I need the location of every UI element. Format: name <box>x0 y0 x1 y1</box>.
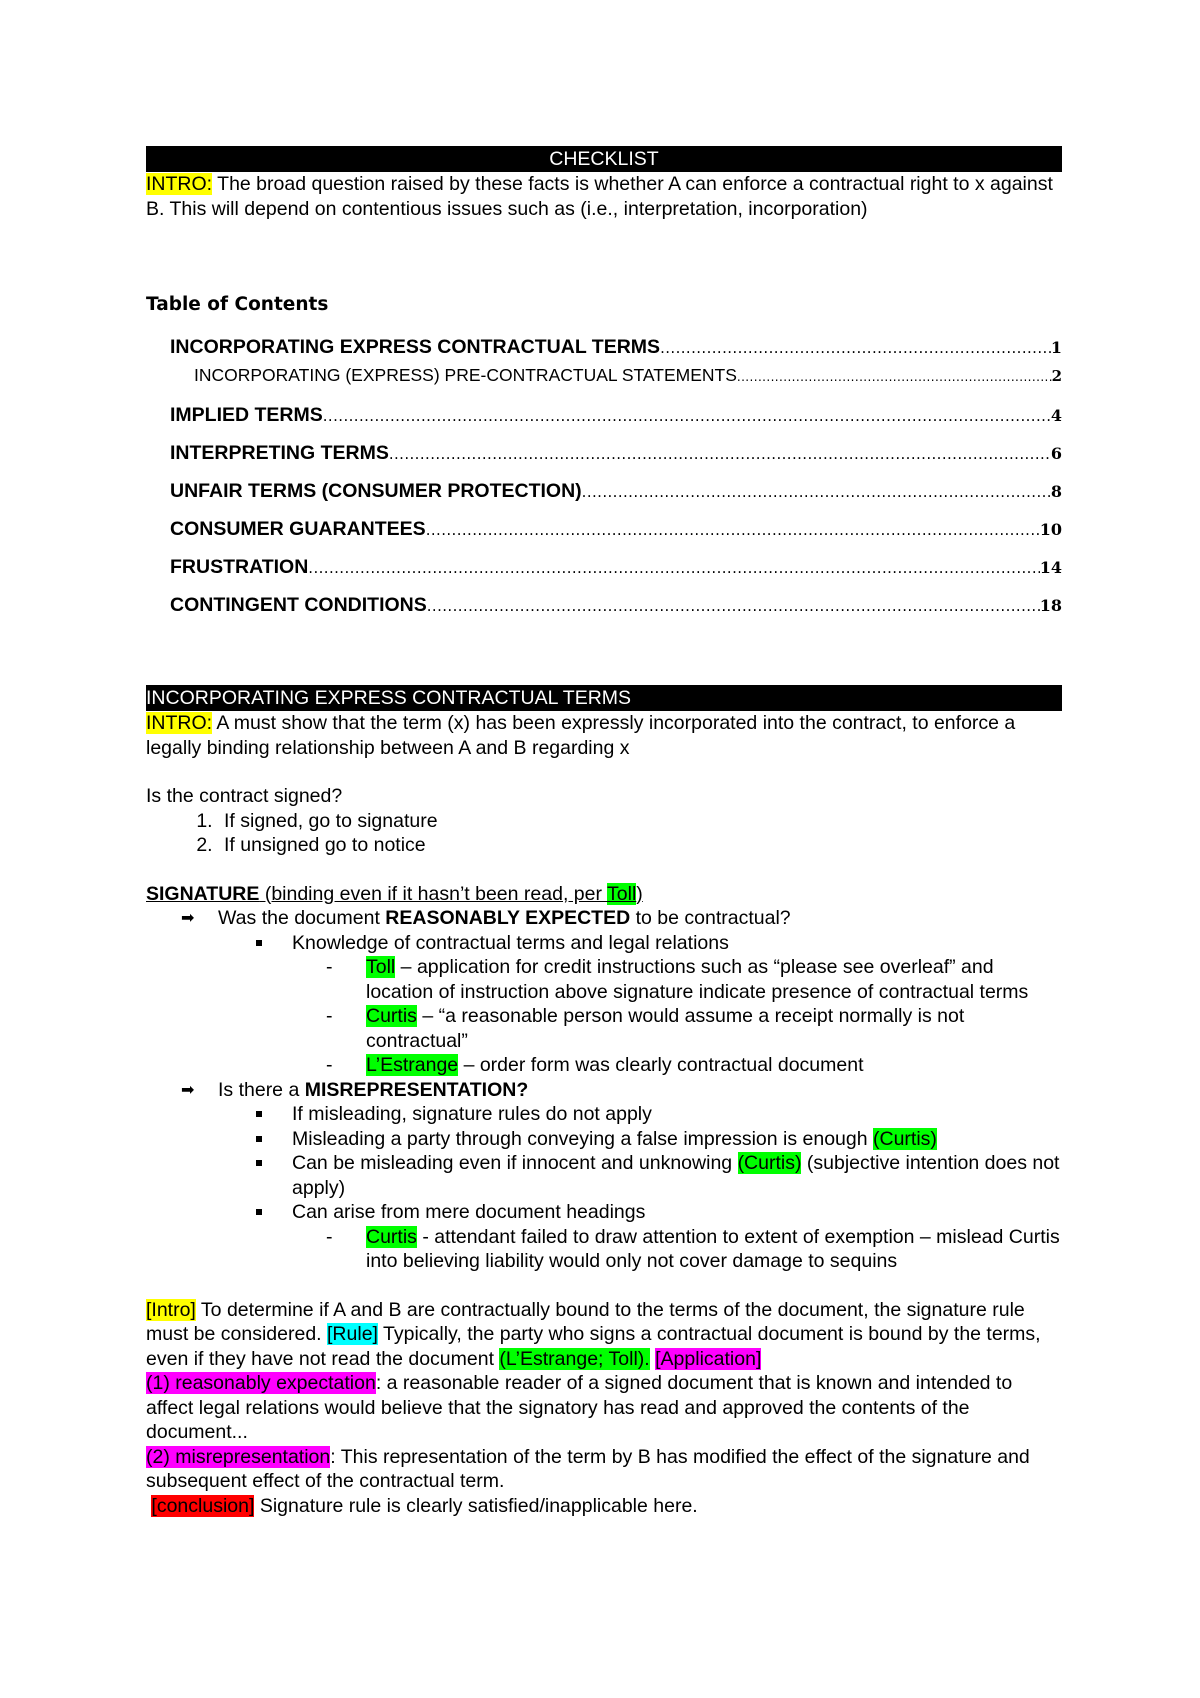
application-1-tag: (1) reasonably expectation <box>146 1372 376 1394</box>
case-name: Curtis <box>366 1005 417 1027</box>
toc-entry-label: IMPLIED TERMS <box>170 404 323 426</box>
bullet-misleading <box>146 1102 1062 1127</box>
case-item-lestrange <box>146 1053 1062 1078</box>
toc-entry-consumer-guarantees[interactable] <box>146 517 1062 555</box>
case-name: Curtis <box>366 1225 417 1248</box>
bullet-text: Misleading a party through conveying a false impression is enough <box>292 1127 874 1150</box>
choice-unsigned: 2. If unsigned go to notice <box>218 833 1062 858</box>
case-text: – “a reasonable person would assume a receipt normally is not contractual” <box>366 1005 965 1052</box>
bullet-text-end: (subjective intention does not apply) <box>292 1152 1060 1199</box>
dash-bullet: - <box>326 1054 333 1076</box>
question-misrepresentation <box>146 1078 1062 1103</box>
application-2-text: : This representation of the term by B has modified the effect of the signature and subsequent effect of the contractual term. <box>146 1445 1030 1492</box>
toc-entry-label: FRUSTRATION <box>170 556 309 578</box>
question-bold: MISREPRESENTATION? <box>304 1078 529 1101</box>
case-name: Toll <box>366 956 396 978</box>
toc-entry-contingent-conditions[interactable] <box>146 593 1062 631</box>
case-name: L’Estrange <box>366 1054 459 1076</box>
checklist-intro <box>146 172 1062 221</box>
square-bullet-icon <box>256 940 262 946</box>
toc-entry-label: UNFAIR TERMS (CONSUMER PROTECTION) <box>170 480 582 502</box>
signed-question: Is the contract signed? <box>146 785 343 807</box>
table-of-contents <box>146 335 1062 631</box>
case-toll: Toll <box>607 882 637 905</box>
document-page <box>146 146 1062 1518</box>
square-bullet-icon <box>256 1111 262 1117</box>
bullet-text: Can be misleading even if innocent and unknowing <box>292 1152 738 1174</box>
application-2-tag: (2) misrepresentation <box>146 1445 331 1468</box>
toc-page-number: 2 <box>1051 367 1062 385</box>
dash-bullet: - <box>326 1005 333 1027</box>
toc-page-number: 18 <box>1039 596 1062 615</box>
toc-entry-implied-terms[interactable] <box>146 403 1062 441</box>
answer-misrepresentation <box>146 1445 1062 1494</box>
question-text: Is there a <box>218 1078 305 1101</box>
toc-leader <box>426 518 1040 543</box>
case-text: - attendant failed to draw attention to extent of exemption – mislead Curtis into believing liability would only not cover damage to sequins <box>366 1225 1060 1272</box>
rule-cases: (L’Estrange; Toll). <box>499 1347 650 1370</box>
rule-tag: [Rule] <box>327 1323 378 1345</box>
toc-leader <box>308 556 1039 581</box>
intro-tag: INTRO: <box>146 173 213 195</box>
toc-leader <box>389 442 1051 467</box>
toc-entry-label: INCORPORATING (EXPRESS) PRE-CONTRACTUAL STATEMENTS <box>194 365 737 385</box>
question-text-end: to be contractual? <box>630 907 791 929</box>
toc-leader <box>582 480 1051 505</box>
intro-tag: INTRO: <box>146 712 213 734</box>
toc-entry-label: INCORPORATING EXPRESS CONTRACTUAL TERMS <box>170 336 661 358</box>
section-header: INCORPORATING EXPRESS CONTRACTUAL TERMS <box>146 685 1062 711</box>
bullet-innocent <box>146 1151 1062 1200</box>
intro-text: The broad question raised by these facts is whether A can enforce a contractual right to x against B. This will depend on contentious issues such as (i.e., interpretation, incorporation) <box>146 173 1053 220</box>
toc-entry-label: INTERPRETING TERMS <box>170 442 389 464</box>
rule-text: Typically, the party who signs a contractual document is bound by the terms, even if they have not read the document <box>146 1323 1041 1370</box>
question-bold: REASONABLY EXPECTED <box>385 907 631 929</box>
dash-bullet: - <box>326 1225 333 1248</box>
choice-signed: 1. If signed, go to signature <box>218 809 1062 834</box>
signature-note: (binding even if it hasn’t been read, per <box>259 882 608 905</box>
case-text: – order form was clearly contractual document <box>458 1054 864 1076</box>
intro-text: To determine if A and B are contractually bound to the terms of the document, the signature rule must be considered. <box>146 1298 1025 1345</box>
case-text: – application for credit instructions such as “please see overleaf” and location of instruction above signature indicate presence of contractual terms <box>366 956 1029 1003</box>
square-bullet-icon <box>256 1160 262 1166</box>
bullet-headings <box>146 1200 1062 1225</box>
toc-title: Table of Contents <box>146 294 329 315</box>
toc-entry-label: CONTINGENT CONDITIONS <box>170 594 427 616</box>
bullet-text: Can arise from mere document headings <box>292 1201 646 1223</box>
intro-text: A must show that the term (x) has been expressly incorporated into the contract, to enforce a legally binding relationship between A and B regarding x <box>146 712 1016 759</box>
arrow-icon: ➡ <box>181 908 195 927</box>
question-text: Was the document <box>218 907 386 929</box>
dash-bullet: - <box>326 956 333 978</box>
toc-leader <box>660 336 1051 361</box>
toc-entry-pre-contractual[interactable] <box>146 363 1062 389</box>
case-item-toll <box>146 955 1062 1004</box>
checklist-header: CHECKLIST <box>146 146 1062 172</box>
toc-page-number: 4 <box>1050 406 1062 425</box>
intro-tag: [Intro] <box>146 1298 196 1321</box>
toc-entry-unfair-terms[interactable] <box>146 479 1062 517</box>
application-1-text: : a reasonable reader of a signed document that is known and intended to affect legal relations would believe that the signatory has read and approved the contents of the document... <box>146 1372 1013 1443</box>
case-name: (Curtis) <box>873 1127 937 1150</box>
bullet-false-impression <box>146 1127 1062 1152</box>
bullet-text: If misleading, signature rules do not apply <box>292 1103 652 1125</box>
toc-entry-frustration[interactable] <box>146 555 1062 593</box>
arrow-icon: ➡ <box>181 1079 195 1099</box>
answer-paragraph <box>146 1298 1062 1445</box>
case-item-curtis-2 <box>146 1225 1062 1274</box>
toc-entry-interpreting-terms[interactable] <box>146 441 1062 479</box>
signature-title: SIGNATURE <box>146 882 260 905</box>
case-name: (Curtis) <box>737 1152 802 1174</box>
square-bullet-icon <box>256 1209 262 1215</box>
conclusion-tag: [conclusion] <box>151 1494 255 1517</box>
square-bullet-icon <box>256 1136 262 1142</box>
question-reasonably-expected <box>146 906 1062 931</box>
toc-page-number: 10 <box>1039 520 1062 539</box>
signature-note-end: ) <box>636 882 643 905</box>
toc-leader <box>323 404 1051 429</box>
toc-leader <box>737 365 1052 390</box>
bullet-text: Knowledge of contractual terms and legal relations <box>292 931 729 954</box>
application-tag: [Application] <box>655 1347 762 1370</box>
conclusion-text: Signature rule is clearly satisfied/inapplicable here. <box>254 1494 698 1517</box>
toc-leader <box>427 594 1040 619</box>
answer-conclusion <box>146 1494 1062 1519</box>
toc-page-number: 14 <box>1039 558 1062 577</box>
toc-page-number: 6 <box>1050 444 1062 463</box>
toc-page-number: 8 <box>1050 482 1062 501</box>
section-intro <box>146 711 1062 760</box>
toc-entry-label: CONSUMER GUARANTEES <box>170 518 426 540</box>
bullet-knowledge <box>146 931 1062 956</box>
choice-list <box>146 809 1062 858</box>
toc-page-number: 1 <box>1050 338 1062 357</box>
case-item-curtis <box>146 1004 1062 1053</box>
signature-heading <box>146 882 1062 907</box>
